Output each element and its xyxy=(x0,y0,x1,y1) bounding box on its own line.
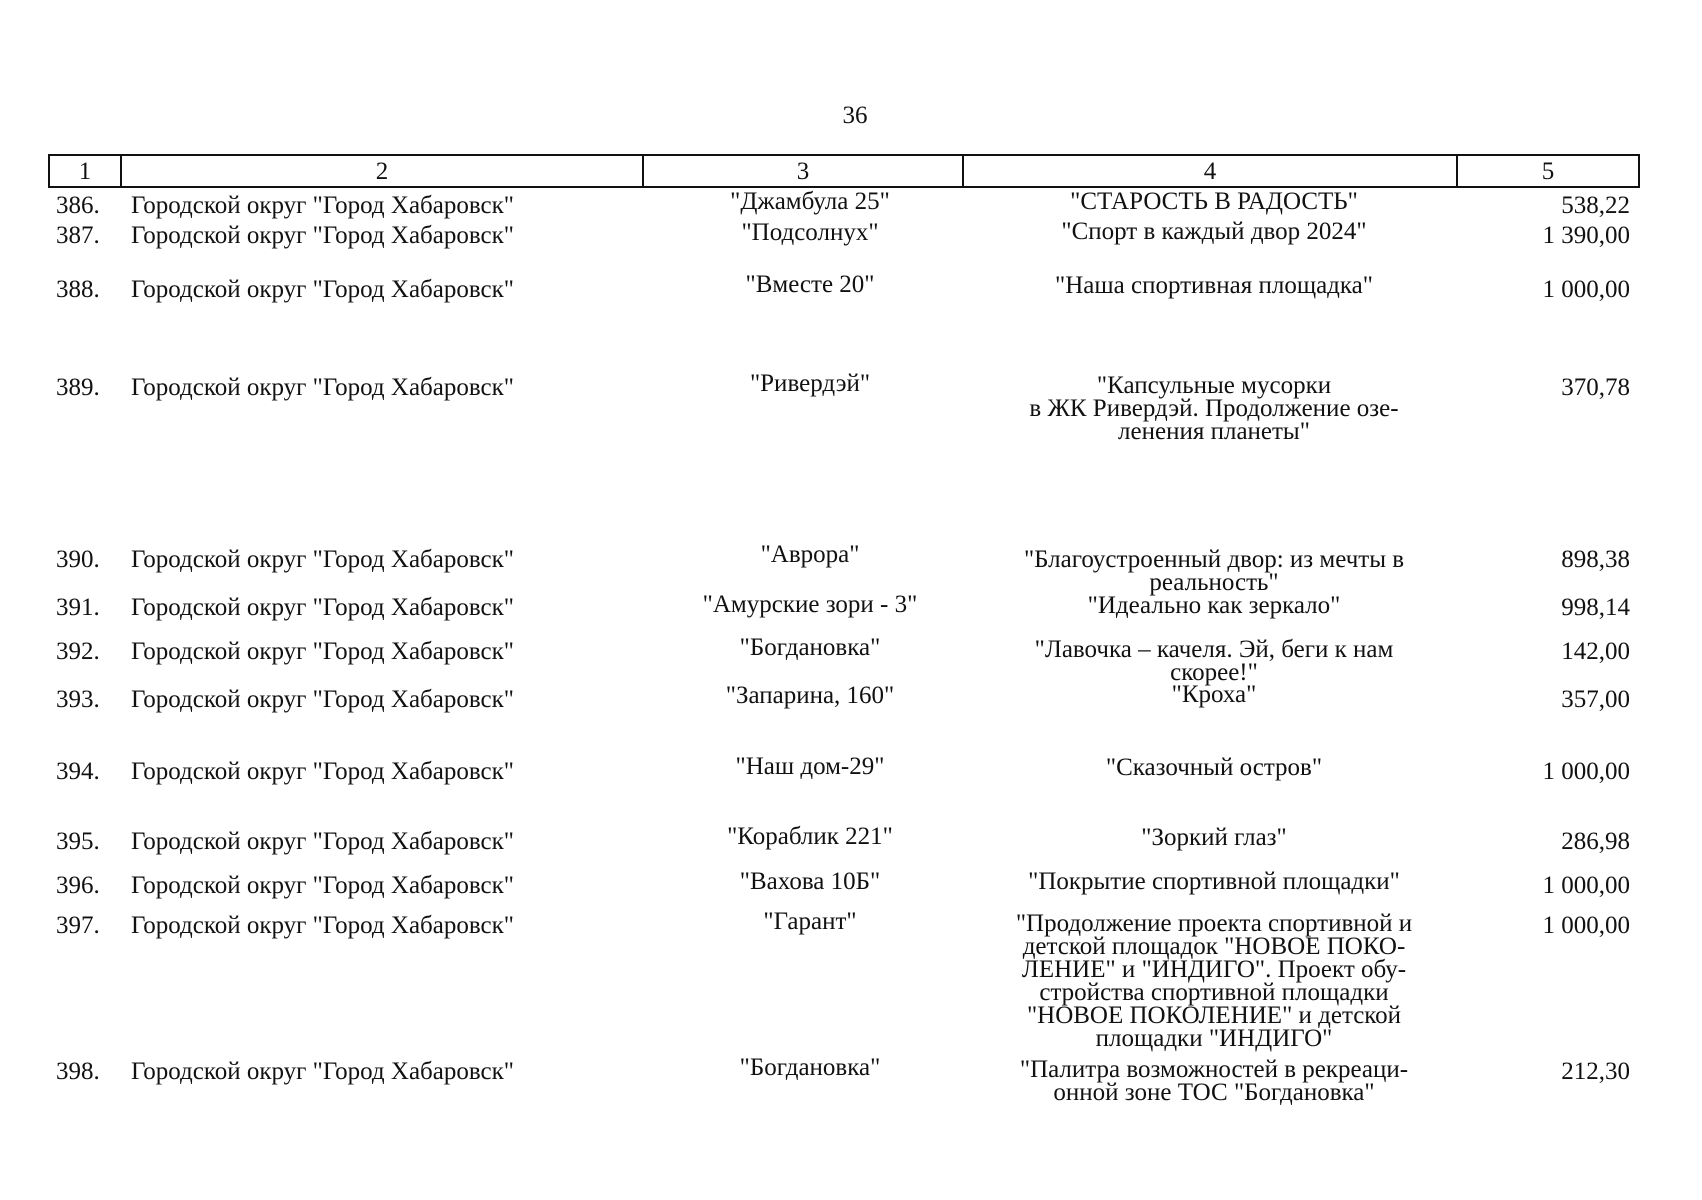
project-cell: "Лавочка – качеля. Эй, беги к нам скорее!" xyxy=(1034,636,1394,686)
municipality-cell: Городской округ "Город Хабаровск" xyxy=(131,828,514,855)
municipality-cell: Городской округ "Город Хабаровск" xyxy=(131,222,514,249)
municipality-cell: Городской округ "Город Хабаровск" xyxy=(131,638,514,665)
project-cell: "Покрытие спортивной площадки" xyxy=(1028,868,1400,895)
amount-cell: 286,98 xyxy=(1561,828,1630,855)
tos-cell: "Гарант" xyxy=(763,908,857,935)
row-number: 393. xyxy=(56,686,100,713)
tos-cell: "Амурские зори - 3" xyxy=(702,591,918,618)
project-cell: "Наша спортивная площадка" xyxy=(1055,272,1373,299)
municipality-cell: Городской округ "Город Хабаровск" xyxy=(131,276,514,303)
row-number: 396. xyxy=(56,872,100,899)
project-cell: "Спорт в каждый двор 2024" xyxy=(1061,218,1367,245)
municipality-cell: Городской округ "Город Хабаровск" xyxy=(131,872,514,899)
row-number: 388. xyxy=(56,276,100,303)
project-cell: "СТАРОСТЬ В РАДОСТЬ" xyxy=(1070,188,1358,215)
row-number: 398. xyxy=(56,1058,100,1085)
project-cell: "Благоустроенный двор: из мечты в реальность" xyxy=(1023,546,1405,596)
municipality-cell: Городской округ "Город Хабаровск" xyxy=(131,546,514,573)
project-cell: "Кроха" xyxy=(1171,681,1257,708)
tos-cell: "Джамбула 25" xyxy=(730,188,890,215)
tos-cell: "Ривердэй" xyxy=(749,370,871,397)
amount-cell: 142,00 xyxy=(1561,638,1630,665)
row-number: 391. xyxy=(56,594,100,621)
page-number: 36 xyxy=(842,102,868,129)
row-number: 394. xyxy=(56,758,100,785)
row-number: 390. xyxy=(56,546,100,573)
municipality-cell: Городской округ "Город Хабаровск" xyxy=(131,758,514,785)
project-cell: "Продолжение проекта спортивной и детской площадок "НОВОЕ ПОКО- ЛЕНИЕ" и "ИНДИГО". Проект обу- стройства спортивной площадки "НОВОЕ ПОКОЛЕНИЕ" и детской площадки "ИНДИГО" xyxy=(1015,910,1413,1052)
amount-cell: 1 000,00 xyxy=(1542,912,1630,939)
amount-cell: 1 390,00 xyxy=(1542,222,1630,249)
municipality-cell: Городской округ "Город Хабаровск" xyxy=(131,374,514,401)
project-cell: "Сказочный остров" xyxy=(1105,754,1323,781)
amount-cell: 998,14 xyxy=(1561,594,1630,621)
municipality-cell: Городской округ "Город Хабаровск" xyxy=(131,192,514,219)
tos-cell: "Подсолнух" xyxy=(741,219,879,246)
project-cell: "Зоркий глаз" xyxy=(1141,824,1287,851)
municipality-cell: Городской округ "Город Хабаровск" xyxy=(131,1058,514,1085)
tos-cell: "Запарина, 160" xyxy=(725,682,895,709)
amount-cell: 1 000,00 xyxy=(1542,276,1630,303)
amount-cell: 1 000,00 xyxy=(1542,758,1630,785)
row-number: 386. xyxy=(56,192,100,219)
header-col-3: 3 xyxy=(644,156,964,186)
tos-cell: "Богдановка" xyxy=(739,634,881,661)
project-cell: "Палитра возможностей в рекреаци- онной зоне ТОС "Богдановка" xyxy=(1019,1056,1409,1106)
header-col-2: 2 xyxy=(122,156,644,186)
header-col-5: 5 xyxy=(1541,158,1555,185)
row-number: 392. xyxy=(56,638,100,665)
project-cell: "Капсульные мусорки в ЖК Ривердэй. Продолжение озе- ленения планеты" xyxy=(1029,372,1399,445)
header-col-1: 1 xyxy=(50,156,122,186)
municipality-cell: Городской округ "Город Хабаровск" xyxy=(131,594,514,621)
tos-cell: "Наш дом-29" xyxy=(735,753,885,780)
amount-cell: 538,22 xyxy=(1561,192,1630,219)
amount-cell: 1 000,00 xyxy=(1542,872,1630,899)
tos-cell: "Кораблик 221" xyxy=(727,823,893,850)
row-number: 389. xyxy=(56,374,100,401)
amount-cell: 357,00 xyxy=(1561,686,1630,713)
amount-cell: 898,38 xyxy=(1561,546,1630,573)
amount-cell: 212,30 xyxy=(1561,1058,1630,1085)
amount-cell: 370,78 xyxy=(1561,374,1630,401)
tos-cell: "Вахова 10Б" xyxy=(739,868,881,895)
municipality-cell: Городской округ "Город Хабаровск" xyxy=(131,686,514,713)
municipality-cell: Городской округ "Город Хабаровск" xyxy=(131,912,514,939)
tos-cell: "Вместе 20" xyxy=(745,271,875,298)
row-number: 395. xyxy=(56,828,100,855)
tos-cell: "Богдановка" xyxy=(739,1054,881,1081)
row-number: 397. xyxy=(56,912,100,939)
project-cell: "Идеально как зеркало" xyxy=(1087,592,1341,619)
table-header xyxy=(48,154,1640,188)
header-col-4: 4 xyxy=(964,156,1458,186)
tos-cell: "Аврора" xyxy=(760,541,860,568)
row-number: 387. xyxy=(56,222,100,249)
